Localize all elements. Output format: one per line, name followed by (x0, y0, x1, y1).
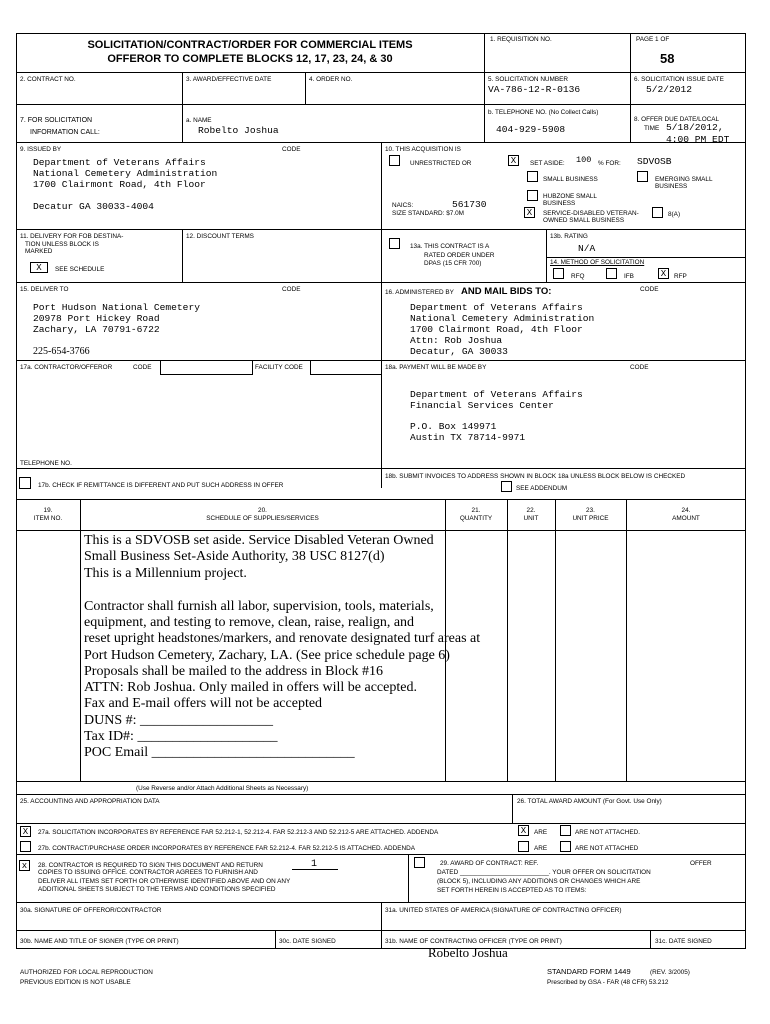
rfq-checkbox[interactable] (553, 268, 564, 279)
eight-a-checkbox[interactable] (652, 207, 663, 218)
set-aside-type[interactable]: SDVOSB (637, 156, 672, 167)
po-addenda-are-checkbox[interactable] (518, 841, 529, 852)
co-name-label: 31b. NAME OF CONTRACTING OFFICER (TYPE OR PRINT) (385, 938, 562, 945)
col-unit-price: 23. UNIT PRICE (572, 507, 609, 522)
issued-by-label: 9. ISSUED BY (20, 146, 62, 153)
page-total: 58 (660, 51, 675, 66)
method-label: 14. METHOD OF SOLICITATION (550, 259, 645, 266)
award-date-label: 3. AWARD/EFFECTIVE DATE (186, 76, 272, 83)
co-name[interactable]: Robelto Joshua (428, 945, 508, 960)
unrestricted-checkbox[interactable] (389, 155, 400, 166)
co-signature-label: 31a. UNITED STATES OF AMERICA (SIGNATURE OF CONTRACTING OFFICER) (385, 907, 622, 914)
deliver-to-code-label: CODE (282, 286, 301, 293)
hubzone-checkbox[interactable] (527, 190, 538, 201)
order-no-label: 4. ORDER NO. (309, 76, 353, 83)
sdvosb-label: SERVICE-DISABLED VETERAN- OWNED SMALL BUSINESS (543, 210, 639, 224)
naics-label: NAICS: (392, 202, 414, 209)
clause-28-checkbox[interactable]: x (19, 860, 30, 871)
naics-code[interactable]: 561730 (452, 199, 487, 210)
footer-reproduction: AUTHORIZED FOR LOCAL REPRODUCTION (20, 969, 153, 976)
deliver-to-label: 15. DELIVER TO (20, 286, 69, 293)
see-schedule-label: SEE SCHEDULE (55, 266, 105, 273)
set-aside-checkbox[interactable]: X (508, 155, 519, 166)
eight-a-label: 8(A) (668, 211, 681, 218)
invoice-instructions: 18b. SUBMIT INVOICES TO ADDRESS SHOWN IN BLOCK 18a UNLESS BLOCK BELOW IS CHECKED (385, 473, 686, 480)
contractor-code-label: CODE (133, 364, 152, 371)
copies-count[interactable]: 1 (311, 859, 318, 870)
contact-telephone[interactable]: 404-929-5908 (496, 124, 566, 135)
footer-previous-edition: PREVIOUS EDITION IS NOT USABLE (20, 979, 131, 986)
telephone-no-label: TELEPHONE NO. (20, 460, 72, 467)
offer-dated-line: DATED _________________________. YOUR OFFER ON SOLICITATION (437, 869, 651, 876)
small-business-label: SMALL BUSINESS (543, 176, 598, 183)
col-supplies-services: 20. SCHEDULE OF SUPPLIES/SERVICES (206, 507, 319, 522)
col-item-no: 19. ITEM NO. (33, 507, 63, 522)
po-addenda-are-not-label: ARE NOT ATTACHED (575, 845, 639, 852)
emerging-small-business-label: EMERGING SMALL BUSINESS (655, 176, 713, 190)
contract-no-label: 2. CONTRACT NO. (20, 76, 76, 83)
mail-bids-label: AND MAIL BIDS TO: (461, 286, 552, 297)
form-title: SOLICITATION/CONTRACT/ORDER FOR COMMERCIAL ITEMS OFFEROR TO COMPLETE BLOCKS 12, 17, 23, 24, & 30 (87, 39, 413, 65)
see-addendum-label: SEE ADDENDUM (516, 485, 568, 492)
co-date-signed-label: 31c. DATE SIGNED (655, 938, 712, 945)
rating-value[interactable]: N/A (578, 243, 596, 254)
facility-code-field[interactable] (310, 360, 381, 375)
offer-due-time[interactable]: 4:00 PM EDT (666, 134, 730, 145)
telephone-label: b. TELEPHONE NO. (No Collect Calls) (488, 109, 599, 116)
clause-27a-checkbox[interactable]: X (20, 826, 31, 837)
issued-by-code-label: CODE (282, 146, 301, 153)
po-addenda-are-label: ARE (534, 845, 548, 852)
percent-for-label: % FOR: (598, 160, 621, 167)
offeror-date-signed-label: 30c. DATE SIGNED (279, 938, 336, 945)
contact-name[interactable]: Robelto Joshua (198, 125, 279, 136)
unrestricted-label: UNRESTRICTED OR (410, 160, 472, 167)
clause-27b-checkbox[interactable] (20, 841, 31, 852)
offer-due-label: 8. OFFER DUE DATE/LOCAL (634, 116, 720, 123)
accepted-items-line: SET FORTH HEREIN IS ACCEPTED AS TO ITEMS: (437, 887, 587, 894)
solicitation-number[interactable]: VA-786-12-R-0136 (488, 84, 581, 95)
discount-terms-label-text: 12. DISCOUNT TERMS (186, 233, 254, 240)
clause-27b-text: 27b. CONTRACT/PURCHASE ORDER INCORPORATES BY REFERENCE FAR 52.212-4. FAR 52.212-5 IS ATTACHED. ADDENDA (38, 845, 416, 852)
info-call-label-1: 7. FOR SOLICITATION (20, 117, 93, 124)
offer-due-time-label: TIME (644, 125, 660, 132)
solicitation-number-label: 5. SOLICITATION NUMBER (488, 76, 569, 83)
contractor-label: 17a. CONTRACTOR/OFFEROR (20, 364, 113, 371)
rfq-label: RFQ (571, 273, 585, 280)
rfp-label: RFP (674, 273, 687, 280)
ifb-label: IFB (624, 273, 634, 280)
addenda-are-label: ARE (534, 829, 548, 836)
administered-code-label: CODE (640, 286, 659, 293)
see-schedule-checkbox[interactable]: X (30, 262, 48, 273)
col-amount: 24. AMOUNT (672, 507, 700, 522)
facility-code-label: FACILITY CODE (255, 364, 303, 371)
rating-label: 13b. RATING (550, 233, 588, 240)
issue-date[interactable]: 5/2/2012 (646, 84, 693, 95)
form-revision: (REV. 3/2005) (650, 969, 690, 976)
copies-underline (292, 869, 338, 870)
payment-by-label: 18a. PAYMENT WILL BE MADE BY (385, 364, 487, 371)
deliver-to-phone: 225-654-3766 (33, 346, 90, 357)
reverse-sheets-note: (Use Reverse and/or Attach Additional Sheets as Necessary) (136, 785, 309, 792)
hubzone-label: HUBZONE SMALL BUSINESS (543, 193, 597, 207)
clause-28-text: 28. CONTRACTOR IS REQUIRED TO SIGN THIS DOCUMENT AND RETURN COPIES TO ISSUING OFFICE. CONTRACTOR AGREES TO FURNISH AND (38, 862, 263, 876)
col-quantity: 21. QUANTITY (459, 507, 493, 522)
clause-27a-text: 27a. SOLICITATION INCORPORATES BY REFERENCE FAR 52.212-1, 52.212-4. FAR 52.212-3 AND 52.212-5 ARE ATTACHED. ADDENDA (38, 829, 439, 836)
form-number: STANDARD FORM 1449 (547, 967, 631, 976)
rfp-checkbox[interactable]: X (658, 268, 669, 279)
prescribed-by: Prescribed by GSA - FAR (48 CFR) 53.212 (547, 979, 669, 986)
administered-by-label: 16. ADMINISTERED BY (385, 289, 454, 296)
small-business-checkbox[interactable] (527, 171, 538, 182)
clause-29-checkbox[interactable] (414, 857, 425, 868)
offer-due-date[interactable]: 5/18/2012, (666, 122, 724, 133)
issue-date-label: 6. SOLICITATION ISSUE DATE (634, 76, 724, 83)
signer-name-label: 30b. NAME AND TITLE OF SIGNER (TYPE OR PRINT) (20, 938, 179, 945)
info-call-label-2: INFORMATION CALL: (30, 129, 100, 136)
offeror-signature-label: 30a. SIGNATURE OF OFFEROR/CONTRACTOR (20, 907, 162, 914)
fob-destination-label: 11. DELIVERY FOR FOB DESTINA- TION UNLESS BLOCK IS MARKED (20, 233, 124, 255)
po-addenda-are-not-checkbox[interactable] (560, 841, 571, 852)
addenda-are-not-label: ARE NOT ATTACHED. (575, 829, 640, 836)
name-label: a. NAME (186, 117, 212, 124)
offer-label: OFFER (690, 860, 712, 867)
see-addendum-checkbox[interactable] (501, 481, 512, 492)
rated-order-checkbox[interactable] (389, 238, 400, 249)
remittance-label: 17b. CHECK IF REMITTANCE IS DIFFERENT AND PUT SUCH ADDRESS IN OFFER (38, 482, 284, 489)
rated-order-label: 13a. THIS CONTRACT IS A RATED ORDER UNDER DPAS (15 CFR 700) (410, 243, 495, 267)
requisition-no-label: 1. REQUISITION NO. (490, 36, 552, 43)
addenda-are-checkbox[interactable]: X (518, 825, 529, 836)
acquisition-label: 10. THIS ACQUISITION IS (385, 146, 461, 153)
set-aside-label: SET ASIDE: (530, 160, 565, 167)
remittance-checkbox[interactable] (19, 477, 31, 489)
col-unit: 22. UNIT (523, 507, 539, 522)
total-award-label: 26. TOTAL AWARD AMOUNT (For Govt. Use Only) (517, 798, 662, 805)
payment-code-label: CODE (630, 364, 649, 371)
clause-28-text-cont: DELIVER ALL ITEMS SET FORTH OR OTHERWISE IDENTIFIED ABOVE AND ON ANY ADDITIONAL SHEETS SUBJECT TO THE TERMS AND CONDITIONS SPECIFIED (38, 878, 291, 893)
accounting-data-label: 25. ACCOUNTING AND APPROPRIATION DATA (20, 798, 160, 805)
block5-line: (BLOCK 5), INCLUDING ANY ADDITIONS OR CHANGES WHICH ARE (437, 878, 641, 885)
sdvosb-checkbox[interactable]: X (524, 207, 535, 218)
size-standard: SIZE STANDARD: $7.0M (392, 210, 464, 217)
page-label: PAGE 1 OF (636, 36, 670, 43)
ifb-checkbox[interactable] (606, 268, 617, 279)
emerging-small-business-checkbox[interactable] (637, 171, 648, 182)
award-ref-label: 29. AWARD OF CONTRACT: REF. (440, 860, 539, 867)
contractor-code-field[interactable] (160, 360, 253, 375)
addenda-are-not-checkbox[interactable] (560, 825, 571, 836)
set-aside-percent[interactable]: 100 (576, 155, 592, 165)
